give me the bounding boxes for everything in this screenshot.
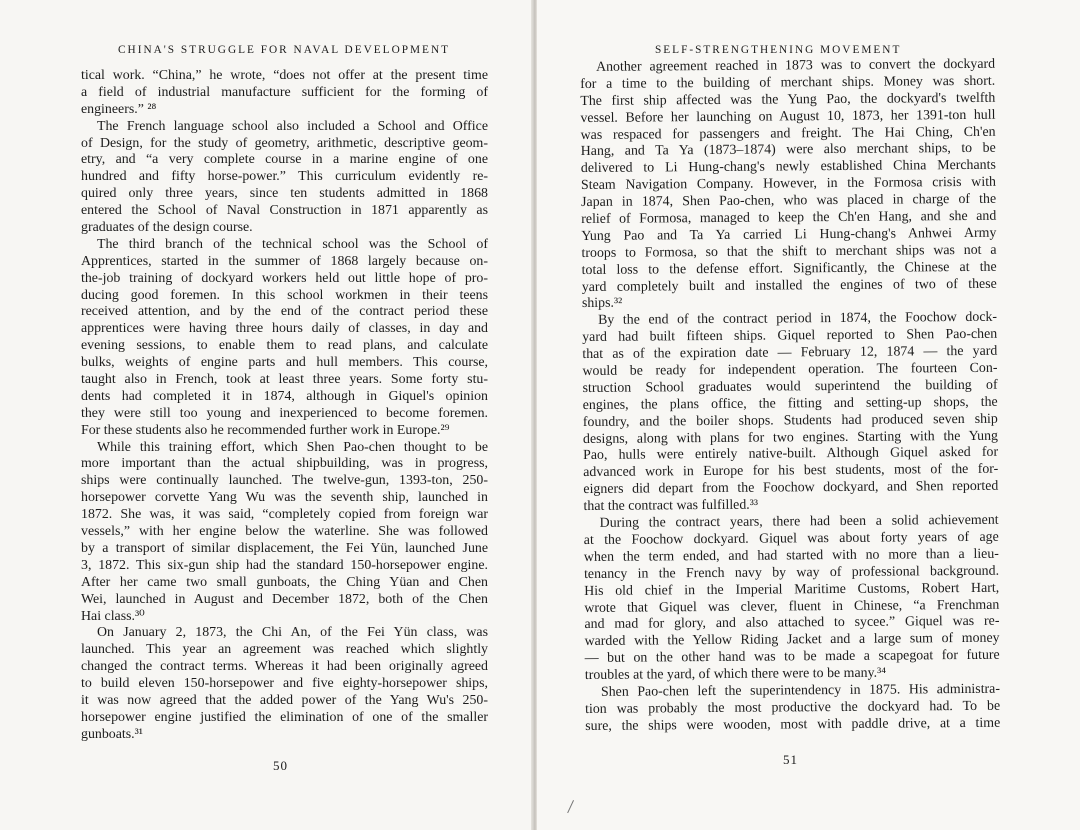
text-line: warded with the Yellow Riding Jacket and a large sum of money [584,631,1000,650]
text-line: Steam Navigation Company. However, in the Formosa crisis with [580,174,997,194]
text-line: foundry, and the boiler shops. Students had produced seven ship [582,411,998,430]
text-line: Apprentices, started in the summer of 1868 largely because on- [81,253,488,269]
text-line: by a transport of similar displacement, the Fei Yün, launched June [81,540,488,556]
text-line: apprentices were having three hours daily of classes, in day and [81,321,488,337]
text-line: troops to Formosa, so that the shift to merchant ships was not a [581,242,997,261]
text-line: His old chief in the Imperial Maritime Customs, Robert Hart, [584,580,1000,599]
text-line: wrote that Giquel was clever, fluent in Chinese, “a Frenchman [584,597,1000,616]
text-line: the-job training of dockyard workers held out little hope of pro- [81,270,488,286]
text-line: they were still too young and inexperienced to become foremen. [81,405,488,421]
text-line: yard had built fifteen ships. Giquel reported to Shen Pao-chen [582,326,998,346]
text-line: While this training effort, which Shen Pao-chen thought to be [97,439,488,455]
text-line: total loss to the defense effort. Significantly, the Chinese at the [581,259,997,278]
text-line: By the end of the contract period in 1874, the Foochow dock- [597,310,998,329]
text-line: vessels,” with her engine below the waterline. She was followed [81,524,488,540]
text-line: quired only three years, since ten students admitted in 1868 [81,186,488,202]
text-line: vessel. Before her launching on August 10, 1873, her 1391-ton hull [580,107,996,126]
text-line: gunboats.³¹ [81,726,143,742]
text-line: — but on the other hand was to be made a scapegoat for future [584,647,1000,667]
text-line: bulks, weights of engine parts and hull members. This course, [81,355,488,371]
text-line: entered the School of Naval Construction in 1871 apparently as [81,203,488,219]
text-line: at the Foochow dockyard. Giquel was about forty years of age [583,529,999,548]
text-line: The French language school also included a School and Office [97,118,488,134]
text-line: sure, the ships were wooden, most with paddle drive, at a time [585,715,1001,734]
text-line: Pao, hulls were entirely native-built. Although Giquel asked for [583,445,999,464]
running-head: SELF-STRENGTHENING MOVEMENT [655,44,902,56]
text-line: delivered to Li Hung-chang's newly established China Merchants [580,158,996,177]
text-line: taught also in French, took at least three years. Some forty stu- [81,372,488,388]
text-line: and mad for glory, and also attached to sycee.” Giquel was re- [584,614,1000,633]
text-line: launched. This year an agreement was reached which slightly [81,642,488,658]
text-line: ships were continually launched. The twelve-gun, 1393-ton, 250- [81,473,488,489]
text-line: ducing good foremen. In this school workmen in their teens [81,287,488,303]
text-line: for a time to the building of merchant ships. Money was short. [580,73,996,92]
text-line: dents had completed it in 1874, although in Giquel's opinion [81,388,488,404]
text-line: designs, along with plans for two engines. Starting with the Yung [582,428,999,447]
text-line: tical work. “China,” he wrote, “does not offer at the present time [81,68,488,83]
text-line: more important than the actual shipbuilding, was in progress, [81,456,488,472]
text-line: struction School graduates would superintend the building of [582,377,998,396]
left-page [0,0,535,830]
text-line: relief of Formosa, managed to keep the Ch'en Hang, and she and [581,208,997,228]
text-line: evening sessions, to enable them to read plans, and calculate [81,338,488,354]
text-line: would be ready for independent operation. The fourteen Con- [582,360,998,380]
pencil-mark [567,800,576,814]
text-line: Wei, launched in August and December 1872, both of the Chen [81,591,488,607]
text-line: engineers.” ²⁸ [81,101,157,117]
page-number: 51 [783,752,798,767]
text-line: Japan in 1874, Shen Pao-chen, who was placed in charge of the [581,191,997,211]
text-line: The third branch of the technical school was the School of [97,236,488,252]
text-line: eigners did depart from the Foochow dockyard, and Shen reported [583,478,999,498]
text-line: On January 2, 1873, the Chi An, of the Fei Yün class, was [97,625,488,641]
text-line: 1872. She was, it was said, “completely copied from foreign war [81,507,488,523]
body-text [580,57,1000,736]
text-line: tenancy in the French navy by way of professional background. [583,563,1000,582]
text-line: of Design, for the study of geometry, arithmetic, descriptive geom- [81,135,488,151]
text-line: Hang, and Ta Ya (1873–1874) were also merchant ships, to be [580,141,996,160]
text-line: to build eleven 150-horsepower and five eighty-horsepower ships, [81,676,488,692]
text-line: advanced work in Europe for his best students, most of the for- [583,462,999,481]
text-line: tion was probably the most productive the dockyard had. To be [585,698,1001,717]
text-line: that as of the expiration date — February 12, 1874 — the yard [582,343,998,363]
text-line: horsepower engine justified the elimination of one of the smaller [81,709,488,725]
text-line: During the contract years, there had been a solid achievement [599,512,999,531]
text-line: changed the contract terms. Whereas it had been originally agreed [81,659,488,675]
text-line: etry, and “a very complete course in a marine engine of one [81,152,488,168]
text-line: For these students also he recommended further work in Europe.²⁹ [81,422,450,438]
text-line: it was now agreed that the added power of the Yang Wu's 250- [81,692,488,708]
text-line: a field of industrial manufacture sufficient for the forming of [81,84,488,100]
text-line: ships.³² [581,296,623,312]
text-line: 3, 1872. This six-gun ship had the standard 150-horsepower engine. [81,557,488,573]
text-line: Yung Pao and Ta Ya carried Li Hung-chang's Anhwei Army [581,225,997,244]
text-line: was respaced for passengers and freight. The Hai Ching, Ch'en [580,124,996,143]
text-line: Another agreement reached in 1873 was to convert the dockyard [595,56,996,75]
body-text [81,68,488,744]
text-line: when the term ended, and had started with no more than a lieu- [583,546,999,565]
text-line: that the contract was fulfilled.³³ [583,497,759,515]
text-line: graduates of the design course. [81,220,253,236]
text-line: hundred and fifty horse-power.” This curriculum evidently re- [81,169,488,185]
text-line: troubles at the yard, of which there were to be many.³⁴ [584,665,887,684]
text-line: engines, the plans office, the fitting and setting-up shops, the [582,394,998,413]
text-line: After her came two small gunboats, the Ching Yüan and Chen [81,574,488,590]
running-head: CHINA'S STRUGGLE FOR NAVAL DEVELOPMENT [118,44,451,56]
text-line: yard completely built and installed the engines of two of these [581,276,997,295]
page-number: 50 [273,758,288,773]
text-line: received attention, and by the end of the contract period these [81,304,488,320]
text-line: Shen Pao-chen left the superintendency in 1875. His administra- [600,681,1001,700]
text-line: The first ship affected was the Yung Pao, the dockyard's twelfth [580,90,996,109]
right-page [537,0,1080,830]
text-line: Hai class.³⁰ [81,608,145,624]
text-line: horsepower corvette Yang Wu was the seventh ship, launched in [81,490,488,506]
